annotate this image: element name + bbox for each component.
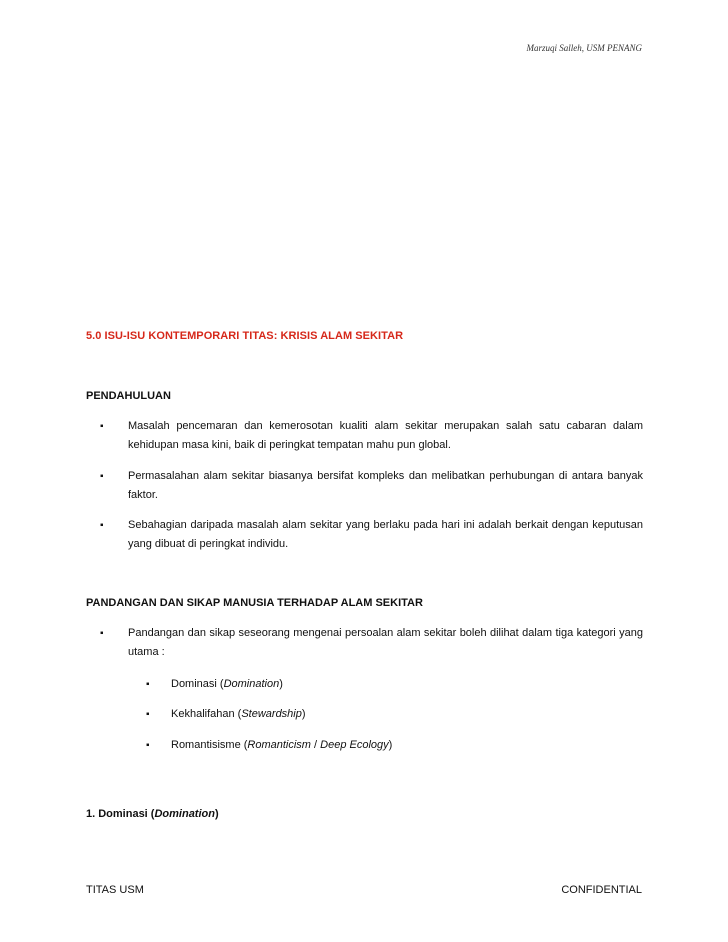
bullet-icon: ▪ — [146, 709, 150, 720]
category-suffix: ) — [279, 678, 283, 690]
bullet-icon: ▪ — [146, 679, 150, 690]
category-separator: / — [310, 739, 321, 751]
bullet-icon: ▪ — [100, 628, 104, 639]
bullet-icon: ▪ — [100, 520, 104, 531]
heading-dominasi-term: Domination — [154, 808, 215, 820]
category-term: Stewardship — [241, 708, 302, 720]
category-term: Romanticism — [247, 739, 311, 751]
bullet-list-pendahuluan — [86, 417, 643, 455]
bullet-icon: ▪ — [146, 740, 150, 751]
bullet-icon: ▪ — [100, 471, 104, 482]
category-term-2: Deep Ecology — [320, 739, 389, 751]
section-title: 5.0 ISU-ISU KONTEMPORARI TITAS: KRISIS ALAM SEKITAR — [86, 330, 404, 342]
footer-left: TITAS USM — [86, 884, 144, 896]
category-label: Kekhalifahan ( — [171, 708, 242, 720]
category-term: Domination — [223, 678, 280, 690]
header-author: Marzuqi Salleh, USM PENANG — [526, 43, 642, 53]
footer-right: CONFIDENTIAL — [561, 884, 642, 896]
heading-dominasi-prefix: 1. Dominasi ( — [86, 808, 155, 820]
category-label: Dominasi ( — [171, 678, 224, 690]
category-label: Romantisisme ( — [171, 739, 248, 751]
category-suffix: ) — [388, 739, 393, 751]
bullet-text: Permasalahan alam sekitar biasanya bersifat kompleks dan melibatkan perhubungan di antara banyak faktor. — [128, 470, 643, 501]
heading-pandangan: PANDANGAN DAN SIKAP MANUSIA TERHADAP ALAM SEKITAR — [86, 597, 423, 609]
bullet-text: Masalah pencemaran dan kemerosotan kualiti alam sekitar merupakan salah satu cabaran dalam kehidupan masa kini, baik di peringkat tempatan mahu pun global. — [128, 420, 643, 451]
bullet-text: Pandangan dan sikap seseorang mengenai persoalan alam sekitar boleh dilihat dalam tiga kategori yang utama : — [128, 627, 643, 658]
bullet-text: Sebahagian daripada masalah alam sekitar yang berlaku pada hari ini adalah berkait dengan keputusan yang dibuat di peringkat individu. — [128, 519, 643, 550]
category-suffix: ) — [301, 708, 306, 720]
list-item — [86, 467, 643, 505]
list-item — [86, 516, 643, 554]
list-item — [86, 624, 643, 662]
heading-pendahuluan: PENDAHULUAN — [86, 390, 171, 402]
heading-dominasi — [86, 808, 219, 820]
heading-dominasi-suffix: ) — [214, 808, 219, 820]
bullet-icon: ▪ — [100, 421, 104, 432]
bullet-list-pendahuluan-2 — [86, 467, 643, 505]
bullet-list-pendahuluan-3 — [86, 516, 643, 554]
bullet-list-pandangan — [86, 624, 643, 662]
list-item — [86, 417, 643, 455]
